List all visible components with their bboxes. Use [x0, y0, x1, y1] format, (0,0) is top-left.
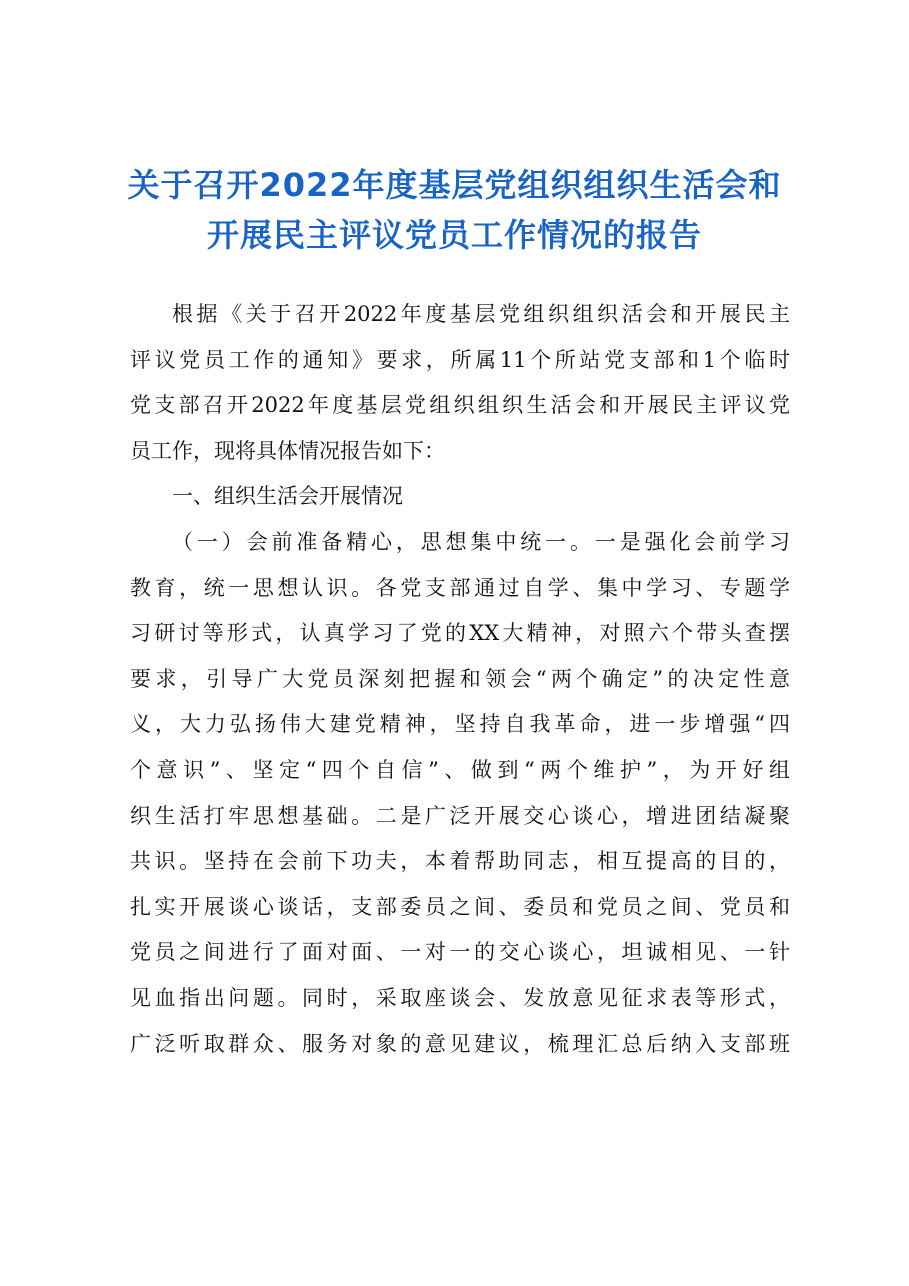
paragraph-2-line-5: 义，大力弘扬伟大建党精神，坚持自我革命，进一步增强“四 — [130, 712, 790, 737]
title-line-1: 关于召开2022年度基层党组织组织生活会和 — [127, 166, 782, 204]
paragraph-1-line-1: 根据《关于召开2022年度基层党组织组织活会和开展民主 — [172, 302, 790, 326]
paragraph-2-line-9: 扎实开展谈心谈话，支部委员之间、委员和党员之间、党员和 — [130, 894, 790, 919]
paragraph-2-line-2: 教育，统一思想认识。各党支部通过自学、集中学习、专题学 — [130, 575, 790, 600]
section-heading-1: 一、组织生活会开展情况 — [172, 484, 403, 509]
document-body — [130, 292, 790, 1067]
title-line-2: 开展民主评议党员工作情况的报告 — [206, 216, 702, 254]
paragraph-1-line-4: 员工作，现将具体情况报告如下： — [130, 438, 445, 463]
paragraph-2-line-4: 要求，引导广大党员深刻把握和领会“两个确定”的决定性意 — [130, 666, 790, 691]
paragraph-2-line-11: 见血指出问题。同时，采取座谈会、发放意见征求表等形式， — [130, 985, 790, 1010]
paragraph-2-line-8: 共识。坚持在会前下功夫，本着帮助同志，相互提高的目的， — [130, 849, 790, 874]
document-title — [100, 160, 809, 260]
paragraph-1-line-3: 党支部召开2022年度基层党组织组织生活会和开展民主评议党 — [130, 393, 790, 418]
paragraph-2-line-3: 习研讨等形式，认真学习了党的XX大精神，对照六个带头查摆 — [130, 621, 790, 646]
paragraph-2-line-12: 广泛听取群众、服务对象的意见建议，梳理汇总后纳入支部班 — [130, 1031, 790, 1056]
paragraph-1-line-2: 评议党员工作的通知》要求，所属11个所站党支部和1个临时 — [130, 347, 790, 372]
paragraph-2-line-1: （一）会前准备精心，思想集中统一。一是强化会前学习 — [172, 529, 790, 554]
paragraph-2-line-7: 织生活打牢思想基础。二是广泛开展交心谈心，增进团结凝聚 — [130, 803, 790, 828]
paragraph-2-line-6: 个意识”、坚定“四个自信”、做到“两个维护”，为开好组 — [130, 757, 790, 782]
paragraph-2-line-10: 党员之间进行了面对面、一对一的交心谈心，坦诚相见、一针 — [130, 940, 790, 965]
